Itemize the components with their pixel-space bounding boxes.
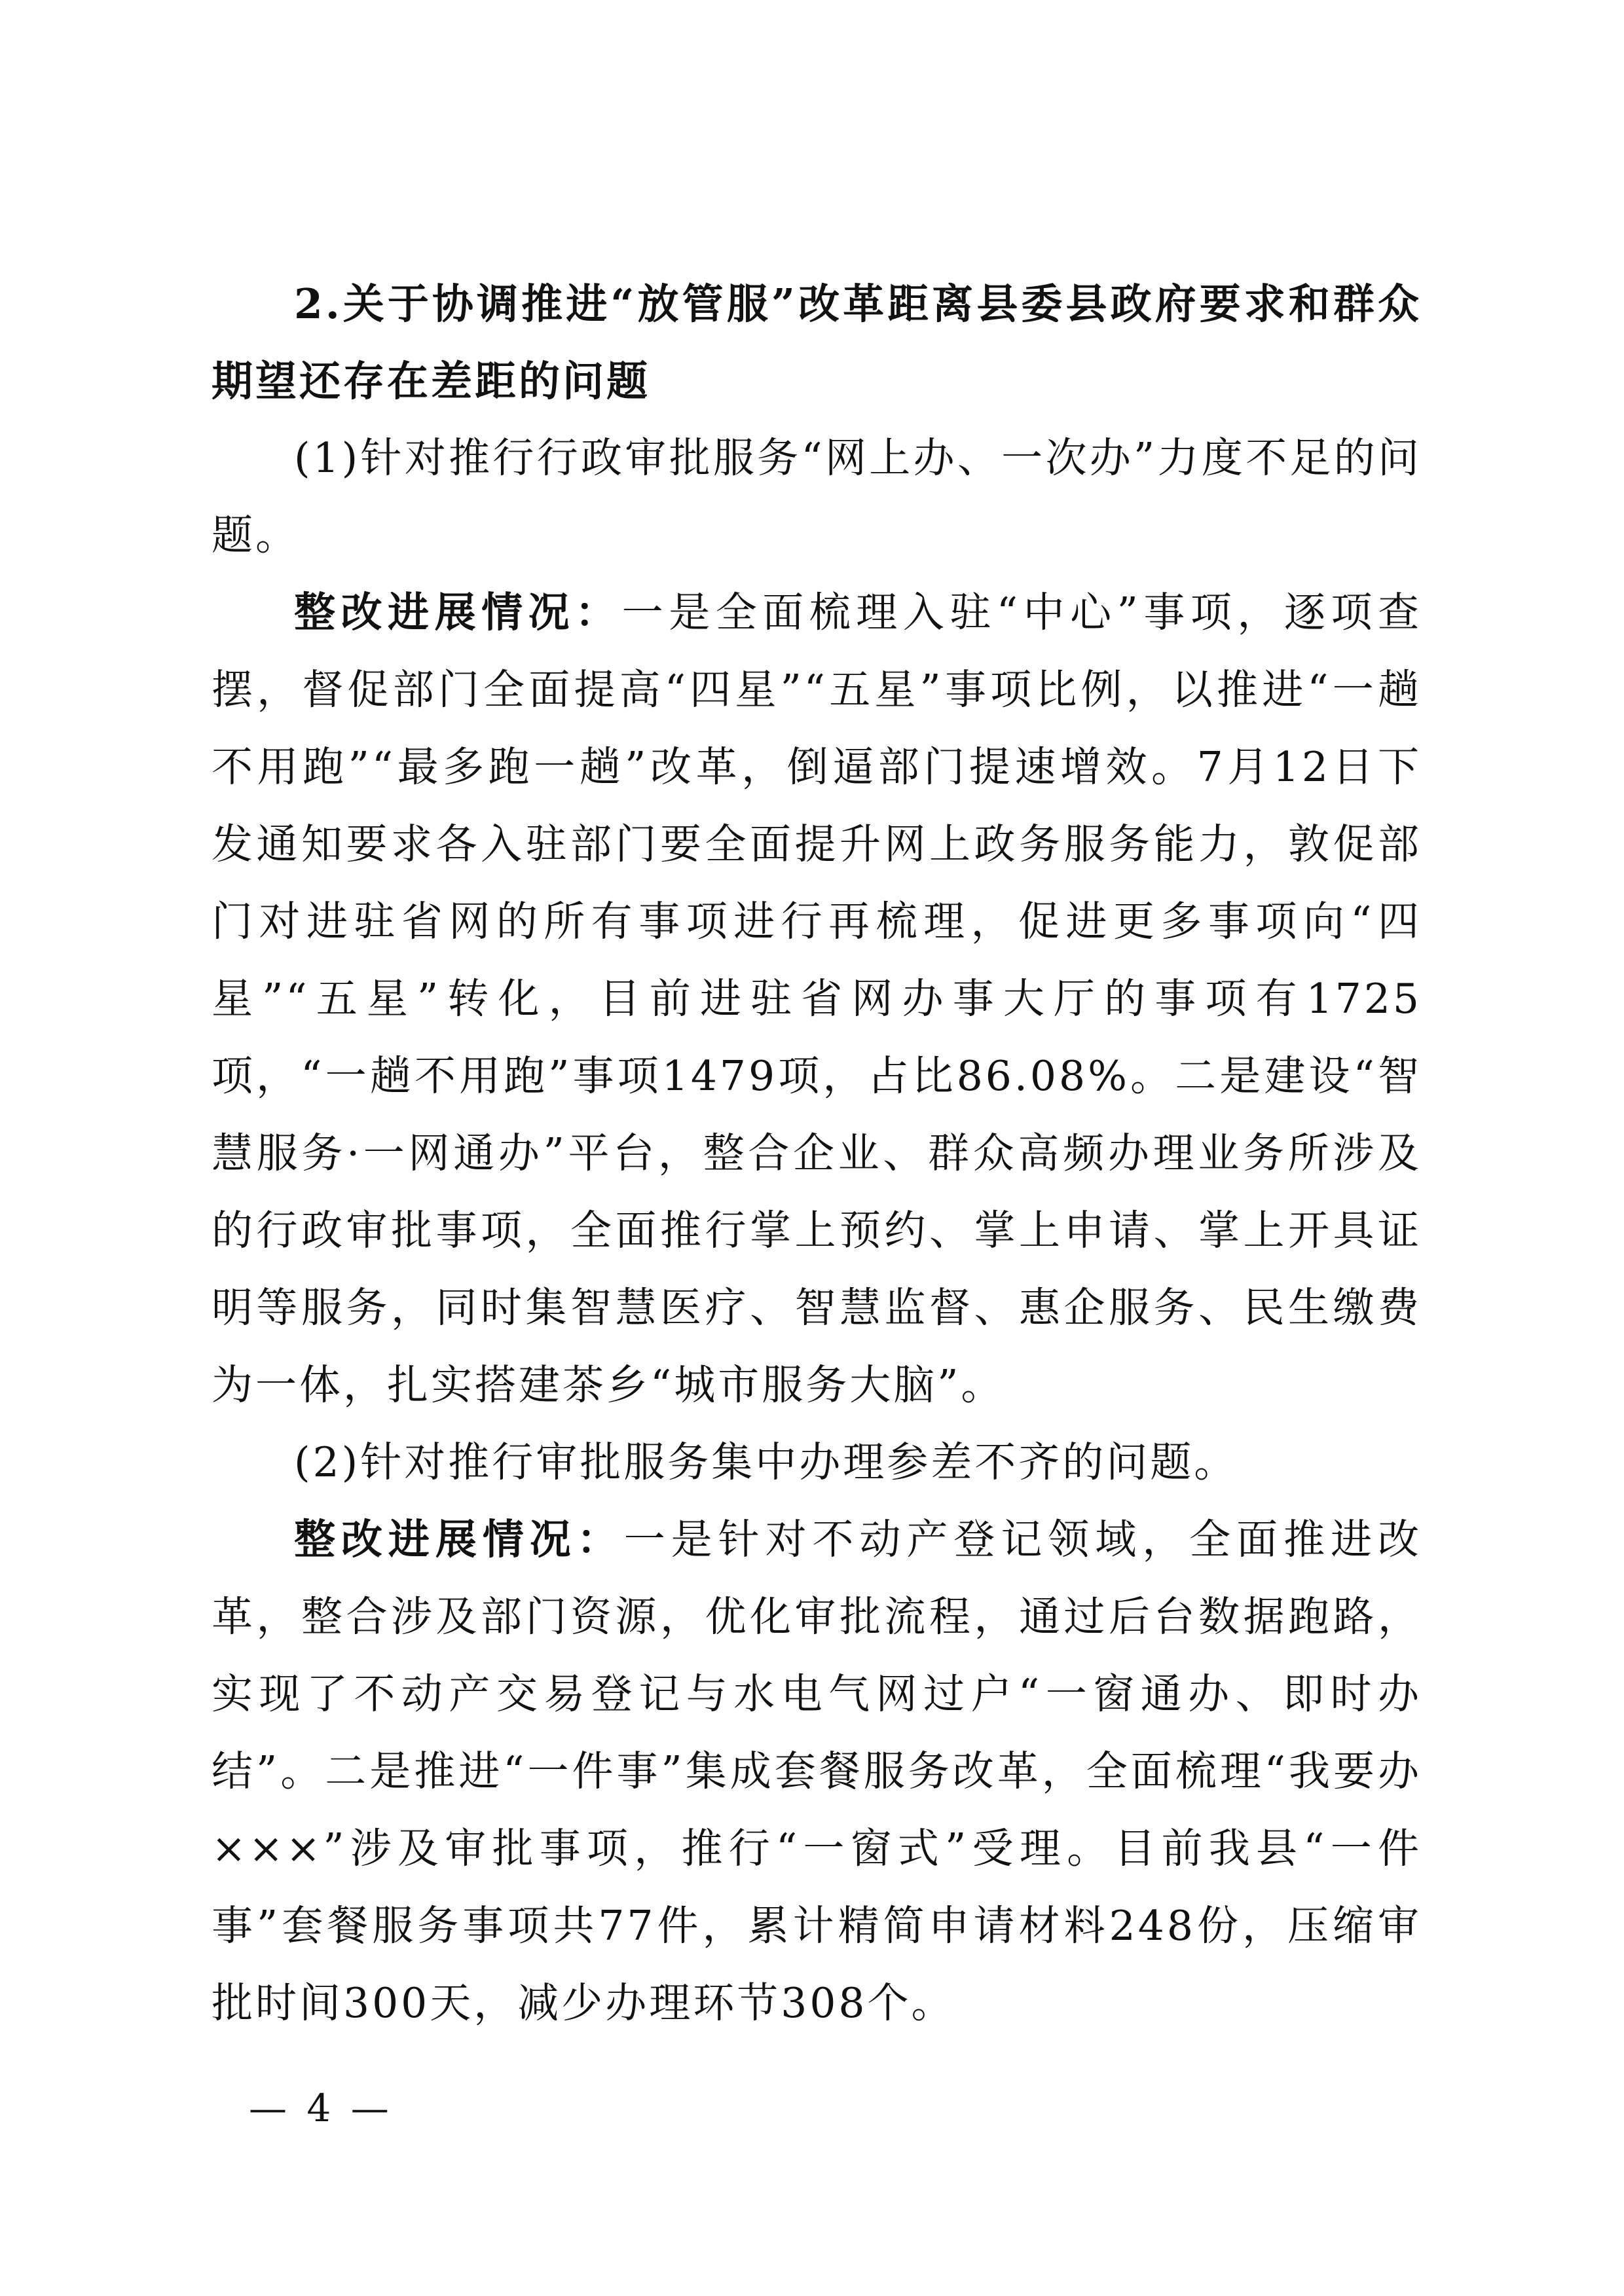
item-2-progress-text: 一是针对不动产登记领域，全面推进改革，整合涉及部门资源，优化审批流程，通过后台数据跑路，实现了不动产交易登记与水电气网过户“一窗通办、即时办结”。二是推进“一件事”集成套餐服务改革，全面梳理“我要办×××”涉及审批事项，推行“一窗式”受理。目前我县“一件事”套餐服务事项共77件，累计精简申请材料248份，压缩审批时间300天，减少办理环节308个。 xyxy=(212,1516,1422,2027)
page-number: — 4 — xyxy=(249,2086,393,2130)
item-1-heading: (1)针对推行行政审批服务“网上办、一次办”力度不足的问题。 xyxy=(212,434,1422,559)
item-1-progress-label: 整改进展情况： xyxy=(294,589,622,636)
item-2-heading: (2)针对推行审批服务集中办理参差不齐的问题。 xyxy=(294,1438,1238,1486)
item-2-progress-paragraph xyxy=(212,1501,1422,2042)
section-heading: 2.关于协调推进“放管服”改革距离县委县政府要求和群众期望还存在差距的问题 xyxy=(212,280,1422,405)
item-1-progress-text: 一是全面梳理入驻“中心”事项，逐项查摆，督促部门全面提高“四星”“五星”事项比例，以推进“一趟不用跑”“最多跑一趟”改革，倒逼部门提速增效。7月12日下发通知要求各入驻部门要全面提升网上政务服务能力，敦促部门对进驻省网的所有事项进行再梳理，促进更多事项向“四星”“五星”转化，目前进驻省网办事大厅的事项有1725项，“一趟不用跑”事项1479项，占比86.08%。二是建设“智慧服务·一网通办”平台，整合企业、群众高频办理业务所涉及的行政审批事项，全面推行掌上预约、掌上申请、掌上开具证明等服务，同时集智慧医疗、智慧监督、惠企服务、民生缴费为一体，扎实搭建茶乡“城市服务大脑”。 xyxy=(212,589,1422,1409)
item-2-progress-label: 整改进展情况： xyxy=(294,1516,624,1563)
item-1-progress-paragraph xyxy=(212,574,1422,1424)
document-body xyxy=(212,265,1422,2042)
